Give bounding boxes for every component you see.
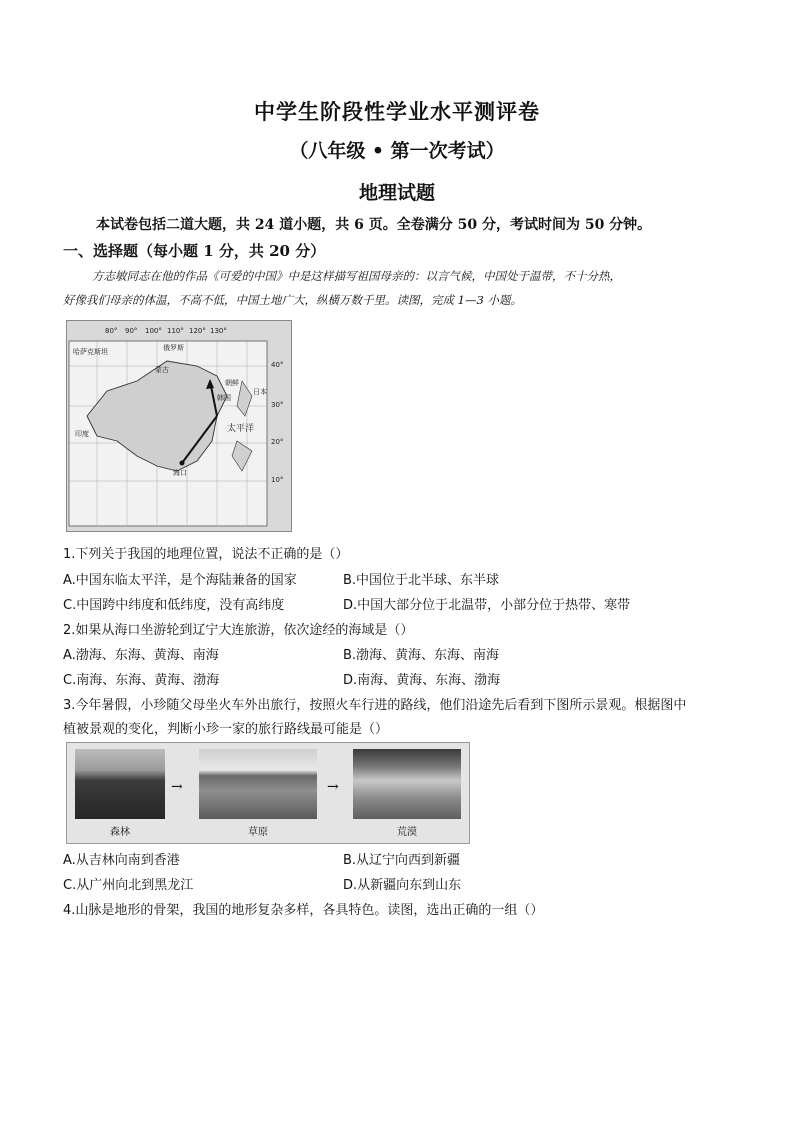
question-1-option-d: D.中国大部分位于北温带，小部分位于热带、寒带 <box>343 598 631 613</box>
question-2-option-b: B.渤海、黄海、东海、南海 <box>343 648 500 663</box>
question-3-option-c: C.从广州向北到黑龙江 <box>63 878 194 893</box>
map-place-label: 蒙古 <box>155 366 169 374</box>
map-place-label: 太平洋 <box>227 424 255 434</box>
lon-label: 130° <box>210 327 227 335</box>
question-3-option-b: B.从辽宁向西到新疆 <box>343 853 461 868</box>
question-1-option-b: B.中国位于北半球、东半球 <box>343 573 500 588</box>
question-2-stem: 2.如果从海口坐游轮到辽宁大连旅游，依次途经的海域是（） <box>63 623 414 638</box>
forest-photo <box>75 749 165 819</box>
map-place-label: 哈萨克斯坦 <box>73 348 108 356</box>
map-place-label: 海口 <box>173 469 187 477</box>
exam-title: 中学生阶段性学业水平测评卷 <box>254 99 540 124</box>
question-4-stem: 4.山脉是地形的骨架，我国的地形复杂多样，各具特色。读图，选出正确的一组（） <box>63 903 544 918</box>
grassland-photo <box>199 749 317 819</box>
question-2-option-c: C.南海、东海、黄海、渤海 <box>63 673 220 688</box>
question-3-stem-line-2: 植被景观的变化，判断小珍一家的旅行路线最可能是（） <box>63 722 389 737</box>
arrow-icon: → <box>171 779 183 795</box>
lat-label: 40° <box>271 361 284 369</box>
question-1-option-c: C.中国跨中纬度和低纬度，没有高纬度 <box>63 598 285 613</box>
lon-label: 80° <box>105 327 118 335</box>
question-3-option-a: A.从吉林向南到香港 <box>63 853 180 868</box>
section-heading: 一、选择题（每小题 1 分，共 20 分） <box>63 242 326 260</box>
lat-label: 20° <box>271 438 284 446</box>
china-map-figure <box>66 320 292 532</box>
arrow-icon: → <box>327 779 339 795</box>
map-place-label: 印度 <box>75 430 89 438</box>
passage-line-1: 方志敏同志在他的作品《可爱的中国》中是这样描写祖国母亲的：以言气候，中国处于温带，不十分热， <box>92 269 621 283</box>
lon-label: 90° <box>125 327 138 335</box>
photo-label-grassland: 草原 <box>248 827 268 838</box>
desert-photo <box>353 749 461 819</box>
lat-label: 30° <box>271 401 284 409</box>
lat-label: 10° <box>271 476 284 484</box>
question-3-option-d: D.从新疆向东到山东 <box>343 878 462 893</box>
photo-label-forest: 森林 <box>110 827 130 838</box>
passage-line-2: 好像我们母亲的体温，不高不低，中国土地广大，纵横万数千里。读图，完成 1—3 小题。 <box>63 293 522 307</box>
landscape-photos-figure <box>66 742 470 844</box>
question-2-option-a: A.渤海、东海、黄海、南海 <box>63 648 219 663</box>
subject-title: 地理试题 <box>358 182 435 204</box>
lon-label: 100° <box>145 327 162 335</box>
exam-intro: 本试卷包括二道大题，共 24 道小题，共 6 页。全卷满分 50 分，考试时间为 50 分钟。 <box>96 217 652 233</box>
question-3-stem-line-1: 3.今年暑假，小珍随父母坐火车外出旅行，按照火车行进的路线，他们沿途先后看到下图所示景观。根据图中 <box>63 698 687 713</box>
question-2-option-d: D.南海、黄海、东海、渤海 <box>343 673 501 688</box>
map-place-label: 韩国 <box>217 394 231 402</box>
map-place-label: 朝鲜 <box>225 379 239 387</box>
photo-label-desert: 荒漠 <box>397 827 417 838</box>
lon-label: 110° <box>167 327 184 335</box>
question-1-option-a: A.中国东临太平洋，是个海陆兼备的国家 <box>63 573 297 588</box>
lon-label: 120° <box>189 327 206 335</box>
map-place-label: 日本 <box>253 388 267 396</box>
map-place-label: 俄罗斯 <box>163 344 184 352</box>
question-1-stem: 1.下列关于我国的地理位置，说法不正确的是（） <box>63 547 349 562</box>
exam-subtitle: （八年级 • 第一次考试） <box>289 140 505 162</box>
